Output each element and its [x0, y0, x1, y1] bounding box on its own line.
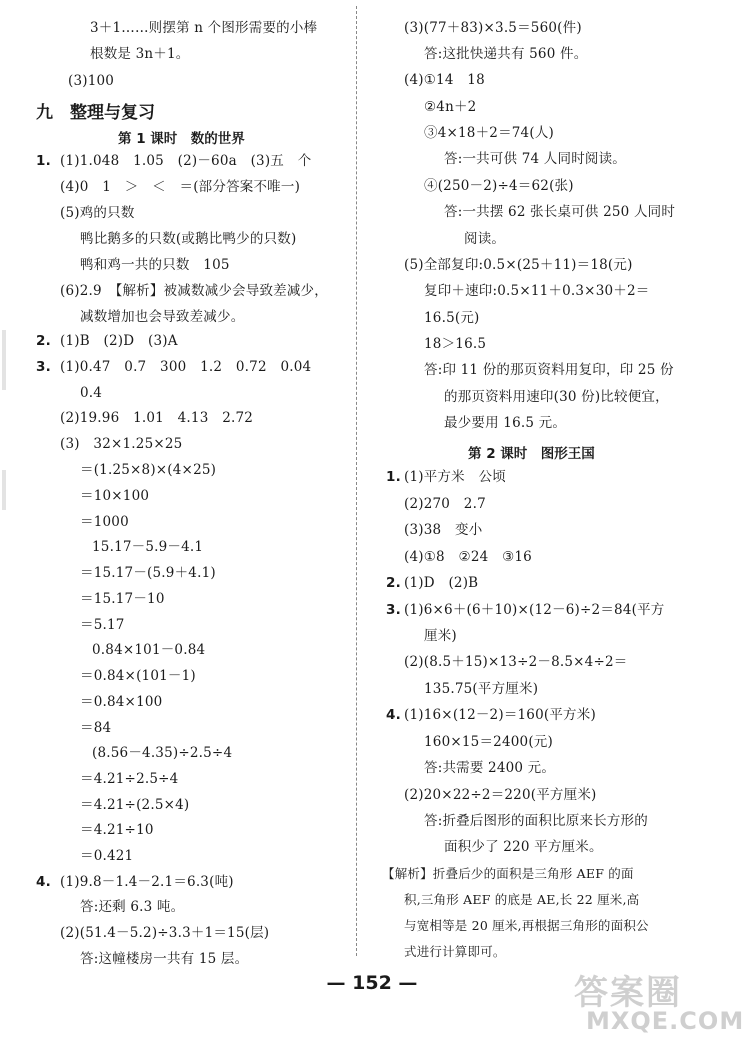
answer-line: (5)全部复印:0.5×(25＋11)＝18(元)	[404, 257, 633, 273]
calc-step: ＝0.84×100	[80, 694, 163, 710]
question-number: 1.	[386, 469, 401, 485]
answer-line: (4)0 1 ＞ ＜ ＝(部分答案不唯一)	[60, 179, 301, 195]
calc-step: ＝0.421	[80, 848, 134, 864]
calc-step: ＝4.21÷2.5÷4	[80, 771, 179, 787]
column-divider	[356, 6, 357, 956]
answer-line: 0.4	[80, 385, 103, 401]
calc-step: ＝4.21÷(2.5×4)	[80, 797, 190, 813]
answer-line: ④(250－2)÷4＝62(张)	[424, 178, 574, 194]
answer-line: (3)(77＋83)×3.5＝560(件)	[404, 20, 582, 36]
analysis-line: 与宽相等是 20 厘米,再根据三角形的面积公	[404, 918, 649, 933]
answer-line: (1)6×6＋(6＋10)×(12－6)÷2＝84(平方	[404, 602, 665, 618]
calc-step: 15.17－5.9－4.1	[92, 539, 204, 555]
answer-line: 复印＋速印:0.5×11＋0.3×30＋2＝	[424, 283, 650, 299]
answer-line: ②4n＋2	[424, 99, 477, 115]
scan-edge-mark	[2, 330, 6, 390]
answer-line: 答:这幢楼房一共有 15 层。	[80, 951, 249, 967]
calc-step: ＝(1.25×8)×(4×25)	[80, 462, 217, 478]
calc-step: ＝10×100	[80, 488, 150, 504]
question-number: 2.	[386, 575, 401, 591]
lesson-title: 第 2 课时 图形王国	[468, 446, 595, 462]
question-number: 2.	[36, 333, 51, 349]
question-number: 4.	[386, 707, 401, 723]
answer-line: 减数增加也会导致差减少。	[80, 309, 245, 325]
answer-line: 答:一共可供 74 人同时阅读。	[444, 151, 627, 167]
answer-line: (3) 32×1.25×25	[60, 436, 183, 452]
answer-line: (1)9.8－1.4－2.1＝6.3(吨)	[60, 874, 234, 890]
text-line: 根数是 3n＋1。	[90, 46, 190, 62]
answer-line: (2)20×22÷2＝220(平方厘米)	[404, 787, 597, 803]
answer-line: 答:共需要 2400 元。	[424, 760, 556, 776]
answer-line: 答:这批快递共有 560 件。	[424, 46, 588, 62]
question-number: 3.	[36, 359, 51, 375]
calc-step: ＝84	[80, 720, 112, 736]
answer-line: (2)270 2.7	[404, 496, 486, 512]
answer-line: (6)2.9 【解析】被减数减少会导致差减少，	[60, 283, 328, 299]
watermark-text: 答案圈	[574, 973, 682, 1013]
analysis-line: 【解析】折叠后少的面积是三角形 AEF 的面	[382, 866, 634, 881]
calc-step: ＝5.17	[80, 617, 125, 633]
calc-step: ＝15.17－10	[80, 591, 165, 607]
calc-step: (8.56－4.35)÷2.5÷4	[92, 745, 233, 761]
scan-edge-mark	[2, 470, 6, 510]
answer-line: (1)16×(12－2)＝160(平方米)	[404, 707, 596, 723]
text-line: 3＋1……则摆第 n 个图形需要的小棒	[90, 20, 318, 36]
text-line: (3)100	[68, 73, 115, 89]
answer-line: 面积少了 220 平方厘米。	[444, 839, 603, 855]
answer-line: 厘米)	[424, 628, 457, 644]
answer-line: 鸭和鸡一共的只数 105	[80, 257, 230, 273]
watermark-url: MXQE.COM	[586, 1007, 745, 1035]
answer-line: (1)1.048 1.05 (2)－60a (3)五 个	[60, 153, 312, 169]
question-number: 1.	[36, 153, 51, 169]
answer-line: ③4×18＋2＝74(人)	[424, 125, 554, 141]
analysis-line: 积,三角形 AEF 的底是 AE,长 22 厘米,高	[404, 892, 640, 907]
answer-line: 18＞16.5	[424, 336, 487, 352]
calc-step: 0.84×101－0.84	[92, 642, 206, 658]
analysis-line: 式进行计算即可。	[404, 944, 506, 959]
answer-line: 答:还剩 6.3 吨。	[80, 899, 185, 915]
answer-line: (4)①8 ②24 ③16	[404, 549, 532, 565]
answer-line: (1)平方米 公顷	[404, 469, 506, 485]
answer-line: (2)(8.5＋15)×13÷2－8.5×4÷2＝	[404, 654, 628, 670]
answer-line: 16.5(元)	[424, 310, 480, 326]
answer-line: (3)38 变小	[404, 522, 483, 538]
answer-line: (1)0.47 0.7 300 1.2 0.72 0.04	[60, 359, 312, 375]
answer-line: (1)D (2)B	[404, 575, 479, 591]
question-number: 4.	[36, 874, 51, 890]
calc-step: ＝0.84×(101－1)	[80, 668, 196, 684]
answer-line: 阅读。	[464, 231, 506, 247]
answer-line: 答:一共摆 62 张长桌可供 250 人同时	[444, 204, 676, 220]
section-title: 九 整理与复习	[36, 103, 155, 123]
calc-step: ＝1000	[80, 514, 129, 530]
answer-line: 的那页资料用速印(30 份)比较便宜，	[444, 389, 669, 405]
answer-line: (2)19.96 1.01 4.13 2.72	[60, 410, 254, 426]
watermark-logo	[568, 965, 745, 1037]
page-number: — 152 —	[326, 972, 418, 994]
lesson-title: 第 1 课时 数的世界	[118, 131, 245, 147]
answer-line: 答:折叠后图形的面积比原来长方形的	[424, 813, 648, 829]
answer-line: 135.75(平方厘米)	[424, 681, 539, 697]
answer-line: 最少要用 16.5 元。	[444, 415, 567, 431]
answer-line: (5)鸡的只数	[60, 205, 135, 221]
calc-step: ＝4.21÷10	[80, 822, 154, 838]
answer-line: 160×15＝2400(元)	[424, 734, 553, 750]
answer-line: (2)(51.4－5.2)÷3.3＋1＝15(层)	[60, 925, 270, 941]
answer-line: 鸭比鹅多的只数(或鹅比鸭少的只数)	[80, 231, 297, 247]
answer-line: (1)B (2)D (3)A	[60, 333, 178, 349]
answer-line: (4)①14 18	[404, 72, 485, 88]
question-number: 3.	[386, 602, 401, 618]
calc-step: ＝15.17－(5.9＋4.1)	[80, 565, 216, 581]
answer-line: 答:印 11 份的那页资料用复印，印 25 份	[424, 362, 674, 378]
